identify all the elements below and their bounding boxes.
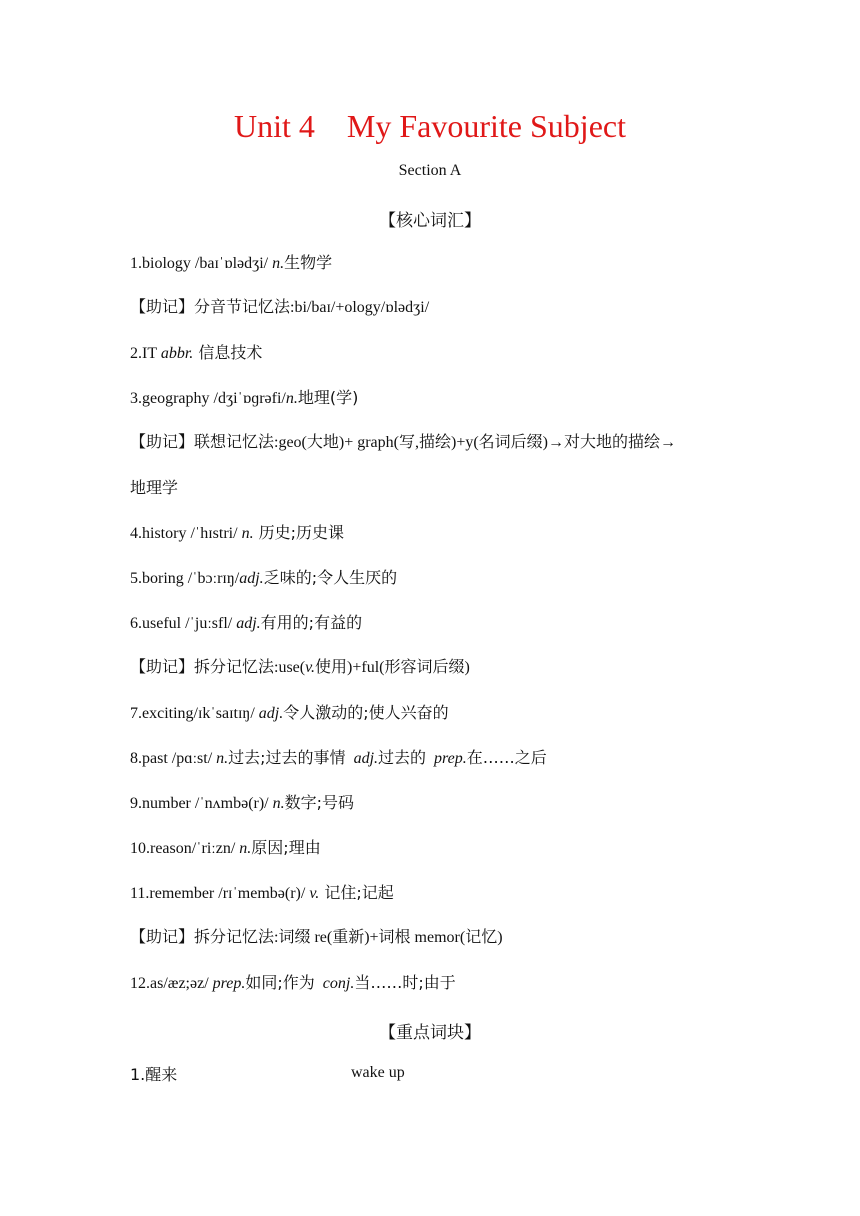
vocab-line-reason: 10.reason/ˈriːzn/ n.原因;理由 bbox=[130, 838, 321, 857]
phrase-line-wake-up bbox=[130, 1064, 730, 1087]
mnemonic-line-geography: 【助记】联想记忆法:geo(大地)+ graph(写,描绘)+y(名词后缀)→对大地的描绘→ bbox=[130, 434, 676, 451]
vocab-line-history: 4.history /ˈhɪstri/ n. 历史;历史课 bbox=[130, 523, 345, 542]
key-phrases-heading: 【重点词块】 bbox=[379, 1023, 481, 1043]
vocab-line-geography: 3.geography /dʒiˈɒɡrəfi/n.地理(学) bbox=[130, 388, 359, 407]
vocab-line-number: 9.number /ˈnʌmbə(r)/ n.数字;号码 bbox=[130, 793, 355, 812]
vocab-line-biology: 1.biology /baɪˈɒlədʒi/ n.生物学 bbox=[130, 253, 333, 272]
vocab-line-as: 12.as/æz;əz/ prep.如同;作为 conj.当……时;由于 bbox=[130, 973, 456, 992]
section-label: Section A bbox=[398, 162, 462, 179]
vocab-line-boring: 5.boring /ˈbɔːrɪŋ/adj.乏味的;令人生厌的 bbox=[130, 568, 398, 587]
unit-title: Unit 4 My Favourite Subject bbox=[234, 108, 626, 144]
mnemonic-line-useful: 【助记】拆分记忆法:use(v.使用)+ful(形容词后缀) bbox=[130, 659, 470, 676]
mnemonic-line-remember: 【助记】拆分记忆法:词缀 re(重新)+词根 memor(记忆) bbox=[130, 929, 503, 946]
mnemonic-line-geography-cont: 地理学 bbox=[130, 478, 179, 497]
vocab-line-exciting: 7.exciting/ɪkˈsaɪtɪŋ/ adj.令人激动的;使人兴奋的 bbox=[130, 703, 449, 722]
phrase-english: wake up bbox=[351, 1064, 405, 1081]
phrase-chinese: 1.醒来 bbox=[130, 1065, 178, 1084]
vocab-line-it: 2.IT abbr. 信息技术 bbox=[130, 343, 263, 362]
vocab-line-past: 8.past /pɑːst/ n.过去;过去的事情 adj.过去的 prep.在……之后 bbox=[130, 748, 547, 767]
mnemonic-line-biology: 【助记】分音节记忆法:bi/baɪ/+ology/ɒlədʒi/ bbox=[130, 299, 430, 316]
vocab-line-useful: 6.useful /ˈjuːsfl/ adj.有用的;有益的 bbox=[130, 613, 363, 632]
vocab-line-remember: 11.remember /rɪˈmembə(r)/ v. 记住;记起 bbox=[130, 883, 394, 902]
core-vocabulary-heading: 【核心词汇】 bbox=[379, 211, 481, 231]
